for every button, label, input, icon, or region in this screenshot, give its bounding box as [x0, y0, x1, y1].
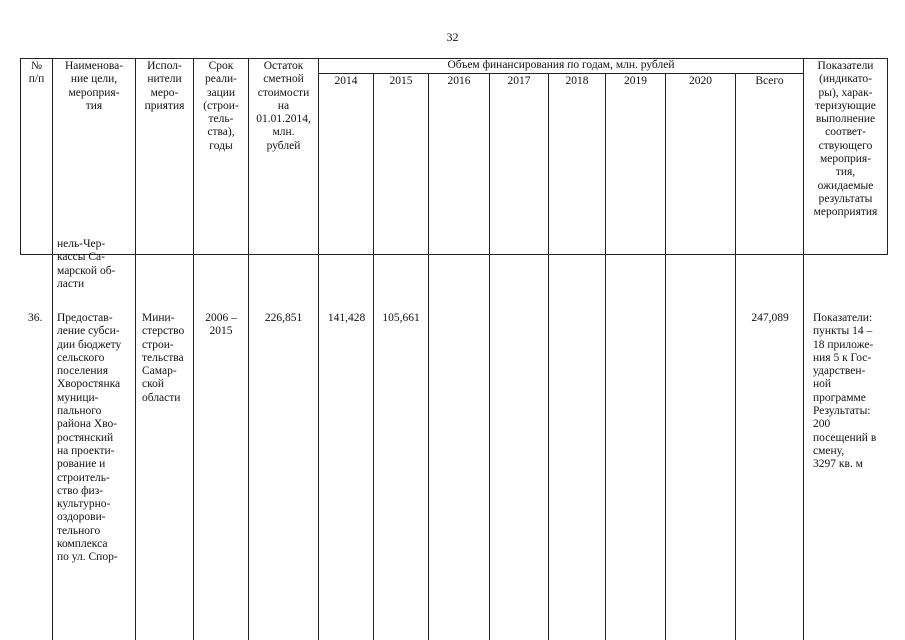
- row-36-indicators: Показатели: пункты 14 – 18 приложе- ния 5 к Гос- ударствен- ной программе Результаты: 200 посещений в смену, 3297 кв. м: [813, 312, 877, 471]
- header-total: Всего: [736, 74, 804, 255]
- table-header: [20, 58, 888, 255]
- header-funding-group: Объем финансирования по годам, млн. рублей: [319, 59, 804, 74]
- column-divider: [735, 237, 736, 640]
- continuation-name: нель-Чер- кассы Са- марской об- ласти: [57, 238, 116, 290]
- column-divider: [373, 237, 374, 640]
- column-divider: [248, 237, 249, 640]
- column-divider: [548, 237, 549, 640]
- row-36-name: Предостав- ление субси- дии бюджету сельского поселения Хворостянка муници- пального района Хво- ростянский на проекти- рование и строитель- ство физ- культурно- оздорови- тельного комплекса по ул. Спор-: [57, 312, 122, 564]
- column-divider: [489, 237, 490, 640]
- row-36-executor: Мини- стерство строи- тельства Самар- ской области: [142, 312, 185, 404]
- header-year-2017: 2017: [490, 74, 549, 255]
- header-year-2020: 2020: [666, 74, 736, 255]
- row-36-2015: 105,661: [382, 312, 420, 324]
- header-term: Срок реали- зации (строи- тель- ства), годы: [194, 59, 249, 255]
- column-divider: [428, 237, 429, 640]
- column-divider: [193, 237, 194, 640]
- header-executor: Испол- нители меро- приятия: [136, 59, 194, 255]
- row-36-balance: 226,851: [264, 312, 303, 324]
- header-year-2014: 2014: [319, 74, 374, 255]
- row-36-2014: 141,428: [327, 312, 366, 324]
- header-year-2019: 2019: [606, 74, 666, 255]
- header-balance: Остаток сметной стоимости на 01.01.2014, млн. рублей: [249, 59, 319, 255]
- header-name: Наименова- ние цели, мероприя- тия: [53, 59, 136, 255]
- page-number: 32: [446, 30, 459, 44]
- column-divider: [318, 237, 319, 640]
- column-divider: [135, 237, 136, 640]
- header-year-2015: 2015: [374, 74, 429, 255]
- row-36-number: 36.: [28, 312, 43, 324]
- column-divider: [665, 237, 666, 640]
- column-divider: [52, 237, 53, 640]
- row-36-total: 247,089: [751, 312, 789, 324]
- header-num: № п/п: [21, 59, 53, 255]
- header-year-2018: 2018: [549, 74, 606, 255]
- column-divider: [803, 237, 804, 640]
- column-divider: [605, 237, 606, 640]
- row-36-term: 2006 – 2015: [205, 312, 237, 338]
- header-year-2016: 2016: [429, 74, 490, 255]
- header-indicators: Показатели (индикато- ры), харак- теризующие выполнение соответ- ствующего мероприя- тия, ожидаемые результаты мероприятия: [804, 59, 888, 255]
